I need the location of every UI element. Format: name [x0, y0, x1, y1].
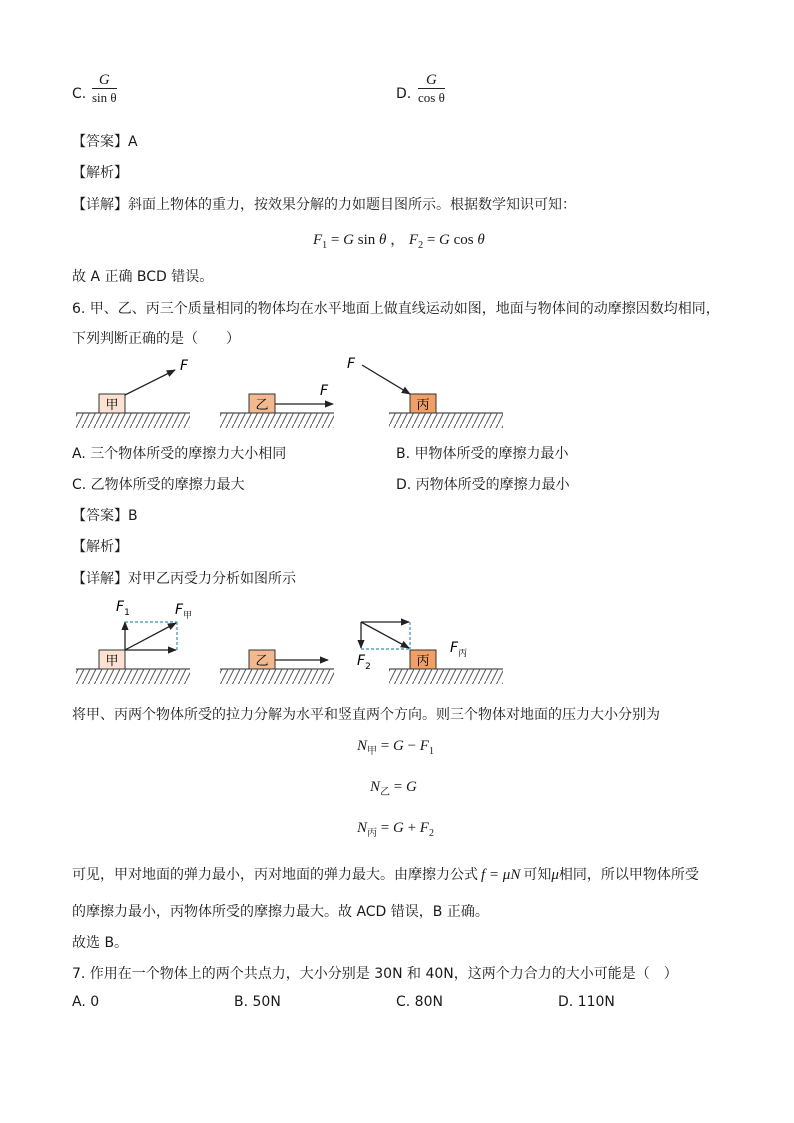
q6-stem-line2: 下列判断正确的是（ ）: [72, 331, 240, 347]
q5-option-c-fraction: [92, 72, 117, 106]
q6-text3: 的摩擦力最小，丙物体所受的摩擦力最大。故 ACD 错误，B 正确。: [72, 904, 489, 920]
f2-label: $F_2$: [357, 653, 371, 672]
q6-answer: 【答案】B: [72, 508, 138, 524]
q6-stem-line1: 6. 甲、乙、丙三个质量相同的物体均在水平地面上做直线运动如图，地面与物体间的动摩擦因数均相同，: [72, 301, 720, 317]
q6-text2-part-c: 相同，所以甲物体所受: [558, 867, 699, 883]
q6-equation-n-jia: $N_甲 = G - F_1$: [357, 738, 434, 757]
ground-c2: [389, 669, 503, 684]
q7-option-b: B. 50N: [234, 994, 281, 1010]
q6-equation-n-bing: $N_丙 = G + F_2$: [357, 820, 434, 839]
force-b-label: F: [320, 383, 329, 399]
q5-option-c-denominator: sin θ: [92, 90, 117, 105]
ground-a2: [76, 669, 190, 684]
resultant-arrow-a: [125, 623, 176, 650]
q5-analysis-heading: 【解析】: [72, 165, 128, 181]
q6-text2: [72, 864, 699, 884]
ground-c: [389, 413, 503, 428]
q5-option-d-numerator: G: [418, 72, 445, 89]
force-a-label: F: [180, 358, 189, 374]
resultant-arrow-c: [361, 622, 409, 648]
force-arrow-c: [362, 365, 410, 394]
q6-detail: 【详解】对甲乙丙受力分析如图所示: [72, 571, 296, 587]
q6-text2-formula: f = μN: [481, 867, 521, 883]
box-yi-2-label: 乙: [255, 654, 269, 669]
force-arrow-a: [125, 370, 175, 395]
f1-label: $F_1$: [116, 599, 130, 618]
box-yi-label: 乙: [255, 398, 269, 413]
box-bing-2-label: 丙: [416, 654, 430, 669]
q6-analysis-heading: 【解析】: [72, 539, 128, 555]
q7-option-d: D. 110N: [558, 994, 615, 1010]
q6-text2-mu: μ: [551, 867, 559, 883]
box-jia-2-label: 甲: [105, 654, 119, 669]
q5-answer: 【答案】A: [72, 134, 138, 150]
q6-text1: 将甲、丙两个物体所受的拉力分解为水平和竖直两个方向。则三个物体对地面的压力大小分别为: [72, 707, 660, 723]
box-bing-label: 丙: [416, 398, 430, 413]
q5-option-d-denominator: cos θ: [418, 90, 445, 105]
q5-option-d-fraction: [418, 72, 445, 106]
q7-option-a: A. 0: [72, 994, 100, 1010]
box-jia-label: 甲: [105, 398, 119, 413]
q6-option-a: A. 三个物体所受的摩擦力大小相同: [72, 446, 287, 462]
q6-option-c: C. 乙物体所受的摩擦力最大: [72, 477, 245, 493]
q5-equation: $F_1 = G$ sin θ ， $F_2 = G$ cos θ: [313, 232, 485, 251]
q6-equation-n-yi: $N_乙 = G$: [370, 779, 417, 798]
q6-text4: 故选 B。: [72, 935, 129, 951]
q6-option-d: D. 丙物体所受的摩擦力最小: [396, 477, 570, 493]
q7-option-c: C. 80N: [396, 994, 443, 1010]
force-c-label: F: [347, 356, 356, 372]
q6-figure-forces: [0, 352, 794, 432]
q5-conclusion: 故 A 正确 BCD 错误。: [72, 269, 214, 285]
q6-option-b: B. 甲物体所受的摩擦力最小: [396, 446, 569, 462]
q5-option-d-label: D.: [396, 86, 412, 102]
ground-a: [76, 413, 190, 428]
q6-text2-part-b: 可知: [523, 867, 552, 883]
f-jia-label: $F_甲$: [175, 602, 193, 621]
q6-figure-analysis: [0, 597, 794, 692]
q5-option-c-label: C.: [72, 86, 87, 102]
q7-stem: 7. 作用在一个物体上的两个共点力，大小分别是 30N 和 40N，这两个力合力的大小可能是（ ）: [72, 966, 678, 982]
q5-detail: 【详解】斜面上物体的重力，按效果分解的力如题目图所示。根据数学知识可知：: [72, 197, 576, 213]
f-bing-label: $F_丙$: [450, 640, 468, 659]
ground-b: [220, 413, 334, 428]
q6-text2-part-a: 可见，甲对地面的弹力最小，丙对地面的弹力最大。由摩擦力公式: [72, 867, 478, 883]
ground-b2: [220, 669, 334, 684]
q5-option-c-numerator: G: [92, 72, 117, 89]
